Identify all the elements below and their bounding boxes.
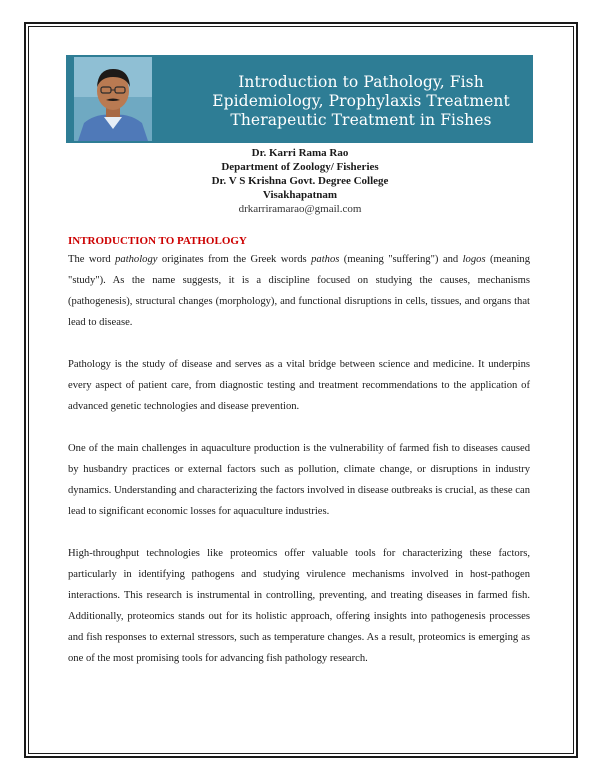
author-department: Department of Zoology/ Fisheries — [221, 161, 379, 173]
author-block — [0, 146, 600, 216]
section-heading: INTRODUCTION TO PATHOLOGY — [68, 235, 247, 247]
paragraph-4: High-throughput technologies like proteomics offer valuable tools for characterizing these factors, particularly in identifying pathogens and studying virulence mechanisms involved in host-pathogen interactions. This research is instrumental in controlling, preventing, and treating diseases in farmed fish. Additionally, proteomics stands out for its holistic approach, offering insights into pathogenesis processes and fish responses to external stressors, such as temperature changes. As a result, proteomics is emerging as one of the most promising tools for advancing fish pathology research. — [68, 548, 530, 664]
p1-text-c: (meaning "suffering") and — [339, 254, 463, 265]
p1-text-a: The word — [68, 254, 116, 265]
title-line-1: Introduction to Pathology, Fish — [238, 73, 484, 91]
author-photo-icon — [74, 57, 152, 141]
author-city: Visakhapatnam — [262, 189, 338, 201]
p1-term-pathos: pathos — [311, 254, 340, 265]
paragraph-1 — [68, 249, 530, 333]
paragraph-3: One of the main challenges in aquaculture production is the vulnerability of farmed fish to diseases caused by husbandry practices or external factors such as pollution, climate change, or disruptions in industry dynamics. Understanding and characterizing the factors involved in disease outbreaks is crucial, as these can lead to significant economic losses for aquaculture industries. — [68, 443, 530, 517]
p1-term-logos: logos — [462, 254, 486, 265]
p1-text-b: originates from the Greek words — [157, 254, 312, 265]
main-content — [68, 233, 530, 690]
author-name: Dr. Karri Rama Rao — [251, 147, 349, 159]
p1-term-pathology: pathology — [115, 254, 158, 265]
title-line-2: Epidemiology, Prophylaxis Treatment — [212, 92, 510, 110]
title-line-3: Therapeutic Treatment in Fishes — [230, 111, 492, 129]
paragraph-2: Pathology is the study of disease and serves as a vital bridge between science and medicine. It underpins every aspect of patient care, from diagnostic testing and treatment recommendations to the application of advanced genetic technologies and disease prevention. — [68, 359, 530, 412]
page-title — [196, 73, 526, 130]
p1-text-d: (meaning "study"). As the name suggests, it is a discipline focused on studying the causes, mechanisms (pathogenesis), structural changes (morphology), and functional disruptions in cells, tissues, and organs that lead to disease. — [68, 254, 531, 328]
author-college: Dr. V S Krishna Govt. Degree College — [211, 175, 389, 187]
author-email-link[interactable]: drkarriramarao@gmail.com — [238, 203, 362, 215]
